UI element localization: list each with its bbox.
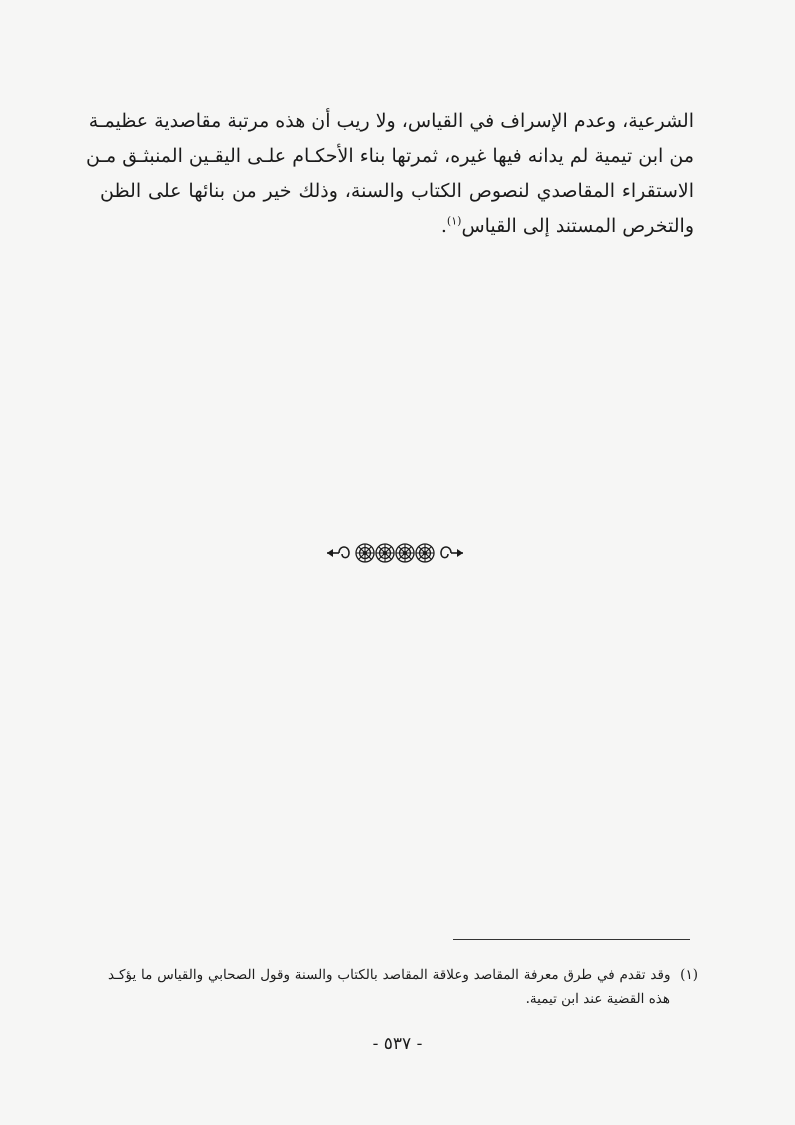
footnotes (108, 963, 698, 1011)
footnote-line (108, 963, 698, 987)
body-line: الاستقراء المقاصدي لنصوص الكتاب والسنة، وذلك خير من بنائها على الظن (100, 180, 694, 202)
page-number: - ٥٣٧ - (372, 1034, 423, 1054)
sentence-end: . (440, 215, 447, 237)
footnote-line: هذه القضية عند ابن تيمية. (525, 991, 670, 1007)
body-line-text: والتخرص المستند إلى القياس (461, 215, 694, 237)
body-text (85, 104, 694, 244)
body-line-last (100, 209, 694, 244)
footnote-text: وقد تقدم في طرق معرفة المقاصد وعلاقة المقاصد بالكتاب والسنة وقول الصحابي والقياس ما يؤكـد (108, 967, 671, 983)
footnote-number: (١) (680, 967, 698, 983)
footnote-reference: (١) (446, 214, 462, 228)
section-divider-ornament (325, 540, 465, 566)
footnote-separator (453, 939, 690, 940)
body-line: من ابن تيمية لم يدانه فيها غيره، ثمرتها بناء الأحكـام علـى اليقـين المنبثـق مـن (85, 145, 694, 167)
body-line: الشرعية، وعدم الإسراف في القياس، ولا ريب أن هذه مرتبة مقاصدية عظيمـة (88, 110, 694, 132)
